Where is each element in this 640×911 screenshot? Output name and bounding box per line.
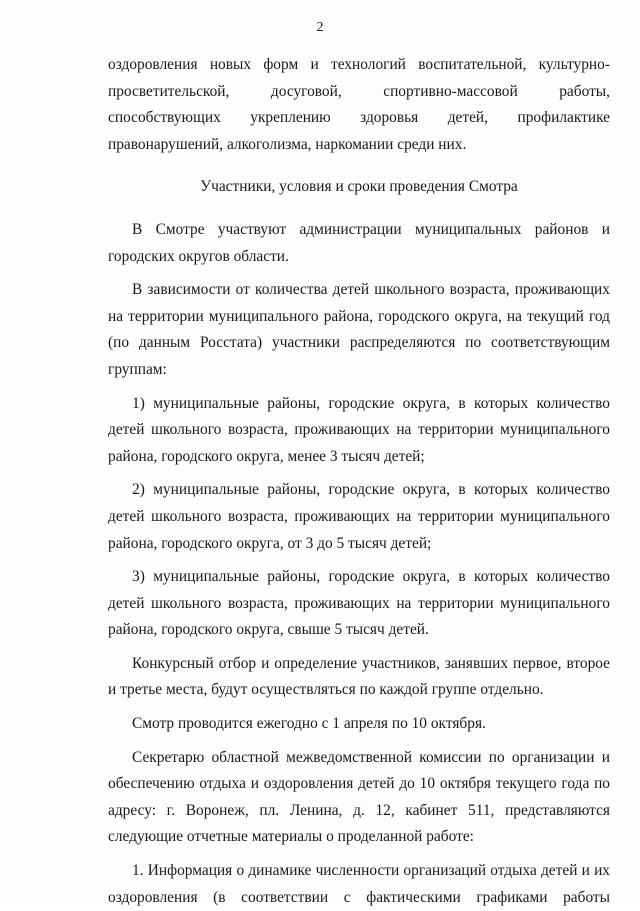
paragraph-selection: Конкурсный отбор и определение участников, занявших первое, второе и третье места, будут осуществляться по каждой группе отдельно. (108, 654, 610, 699)
page-number: 2 (316, 20, 324, 35)
paragraph-participants: В Смотре участвуют администрации муниципальных районов и городских округов области. (108, 220, 610, 265)
paragraph-secretary: Секретарю областной межведомственной комиссии по организации и обеспечению отдыха и оздоровления детей до 10 октября текущего года по адресу: г. Воронеж, пл. Ленина, д. 12, кабинет 511, представляются следующие отчетные материалы о проделанной работе: (108, 748, 610, 846)
document-body (108, 52, 610, 911)
paragraph-information: 1. Информация о динамике численности организаций отдыха детей и их оздоровления (в соответствии с фактическими графиками работы (108, 862, 610, 906)
list-item-group-1: 1) муниципальные районы, городские округа, в которых количество детей школьного возраста, проживающих на территории муниципального района, городского округа, менее 3 тысяч детей; (108, 394, 610, 465)
paragraph-groups: В зависимости от количества детей школьного возраста, проживающих на территории муниципального района, городского округа, на текущий год (по данным Росстата) участники распределяются по соответствующим группам: (108, 281, 610, 378)
paragraph-dates: Смотр проводится ежегодно с 1 апреля по 10 октября. (132, 715, 486, 733)
list-item-group-2: 2) муниципальные районы, городские округа, в которых количество детей школьного возраста, проживающих на территории муниципального района, городского округа, от 3 до 5 тысяч детей; (108, 481, 610, 552)
section-heading: Участники, условия и сроки проведения Смотра (200, 178, 518, 196)
intro-paragraph: оздоровления новых форм и технологий воспитательной, культурно-просветительской, досуговой, спортивно-массовой работы, способствующих укреплению здоровья детей, профилактике правонарушений, алкоголизма, наркомании среди них. (108, 56, 610, 153)
list-item-group-3: 3) муниципальные районы, городские округа, в которых количество детей школьного возраста, проживающих на территории муниципального района, городского округа, свыше 5 тысяч детей. (108, 568, 610, 639)
